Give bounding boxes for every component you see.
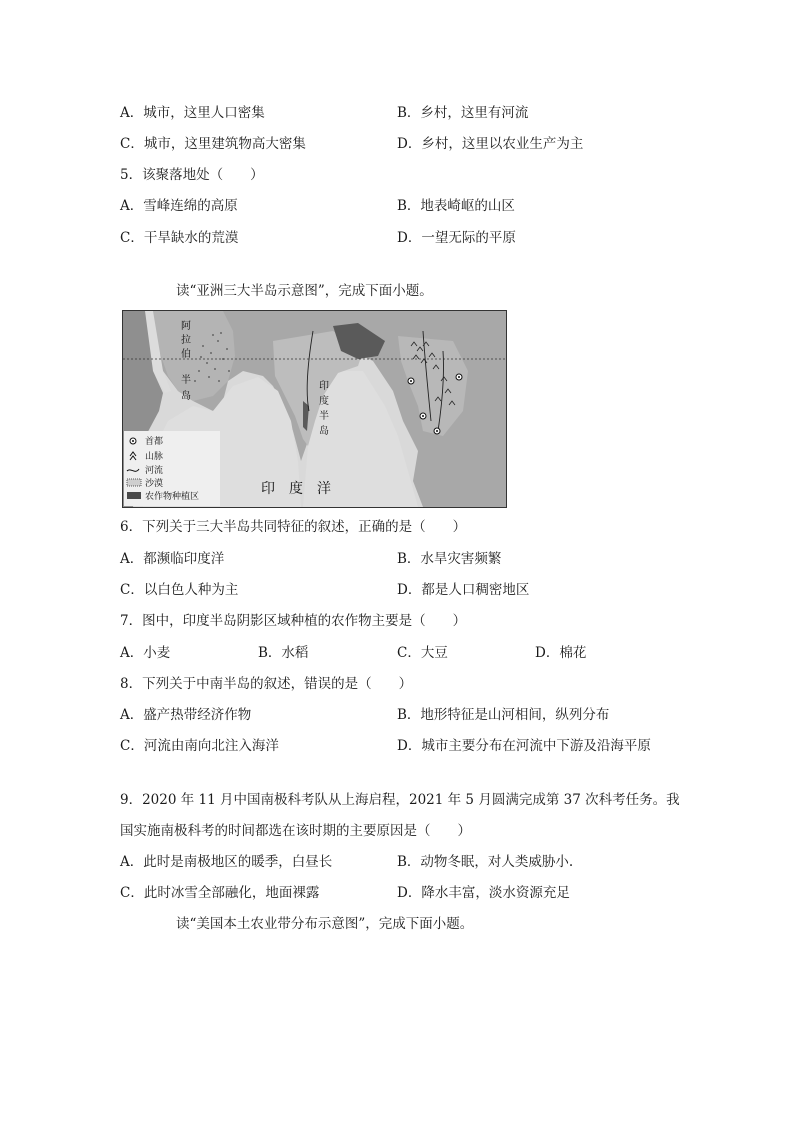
q6-option-a: A．都濒临印度洋 <box>120 551 225 567</box>
q5-stem: 5．该聚落地处（ ） <box>120 167 264 183</box>
q6-option-b: B．水旱灾害频繁 <box>397 551 502 567</box>
q7-option-a: A．小麦 <box>120 645 171 661</box>
india-label-0: 印 <box>319 381 329 392</box>
arabia-label-2: 伯 <box>181 349 191 360</box>
arabia-label-0: 阿 <box>181 321 191 332</box>
india-label-3: 岛 <box>319 426 329 437</box>
arabia-label-4: 岛 <box>181 391 191 402</box>
q9-option-d: D．降水丰富，淡水资源充足 <box>397 885 570 901</box>
ocean-label: 印 度 洋 <box>261 481 331 497</box>
legend-capital: 首都 <box>145 437 164 447</box>
q8-option-c: C．河流由南向北注入海洋 <box>120 738 279 754</box>
legend-mountain: 山脉 <box>145 452 164 462</box>
q9-stem-line1: 9．2020 年 11 月中国南极科考队从上海启程，2021 年 5 月圆满完成第 37 次科考任务。我 <box>120 792 680 808</box>
india-label-1: 度 <box>319 396 329 407</box>
q8-option-d: D．城市主要分布在河流中下游及沿海平原 <box>397 738 651 754</box>
q6-stem: 6．下列关于三大半岛共同特征的叙述，正确的是（ ） <box>120 519 467 535</box>
q5-option-a: A．雪峰连绵的高原 <box>120 198 238 214</box>
q5-option-d: D．一望无际的平原 <box>397 230 516 246</box>
legend-crop: 农作物种植区 <box>145 492 200 502</box>
map-intro-text: 读“亚洲三大半岛示意图”，完成下面小题。 <box>176 283 433 299</box>
q8-stem: 8．下列关于中南半岛的叙述，错误的是（ ） <box>120 676 413 692</box>
usa-map-intro-text: 读“美国本土农业带分布示意图”，完成下面小题。 <box>176 916 474 932</box>
q9-option-c: C．此时冰雪全部融化，地面裸露 <box>120 885 320 901</box>
q8-option-b: B．地形特征是山河相间，纵列分布 <box>397 707 610 723</box>
arabia-label-1: 拉 <box>181 335 191 346</box>
q4-option-b: B．乡村，这里有河流 <box>397 105 529 121</box>
q9-option-a: A．此时是南极地区的暖季，白昼长 <box>120 854 333 870</box>
q4-option-c: C．城市，这里建筑物高大密集 <box>120 136 306 152</box>
q6-option-d: D．都是人口稠密地区 <box>397 582 530 598</box>
q9-option-b: B．动物冬眠，对人类威胁小. <box>397 854 574 870</box>
q4-option-d: D．乡村，这里以农业生产为主 <box>397 136 584 152</box>
q4-option-a: A．城市，这里人口密集 <box>120 105 265 121</box>
q9-stem-line2: 国实施南极科考的时间都选在该时期的主要原因是（ ） <box>120 823 471 839</box>
q5-option-c: C．干旱缺水的荒漠 <box>120 230 239 246</box>
legend-river: 河流 <box>145 466 164 476</box>
q7-stem: 7．图中，印度半岛阴影区域种植的农作物主要是（ ） <box>120 613 467 629</box>
q8-option-a: A．盛产热带经济作物 <box>120 707 252 723</box>
q7-option-b: B．水稻 <box>258 645 309 661</box>
q5-option-b: B．地表崎岖的山区 <box>397 198 515 214</box>
q7-option-c: C．大豆 <box>397 645 448 661</box>
legend-desert: 沙漠 <box>145 479 164 489</box>
q7-option-d: D．棉花 <box>535 645 587 661</box>
q6-option-c: C．以白色人种为主 <box>120 582 239 598</box>
arabia-label-3: 半 <box>181 375 191 386</box>
asia-peninsulas-map <box>122 310 507 508</box>
india-label-2: 半 <box>319 411 329 422</box>
map-legend <box>124 431 220 506</box>
